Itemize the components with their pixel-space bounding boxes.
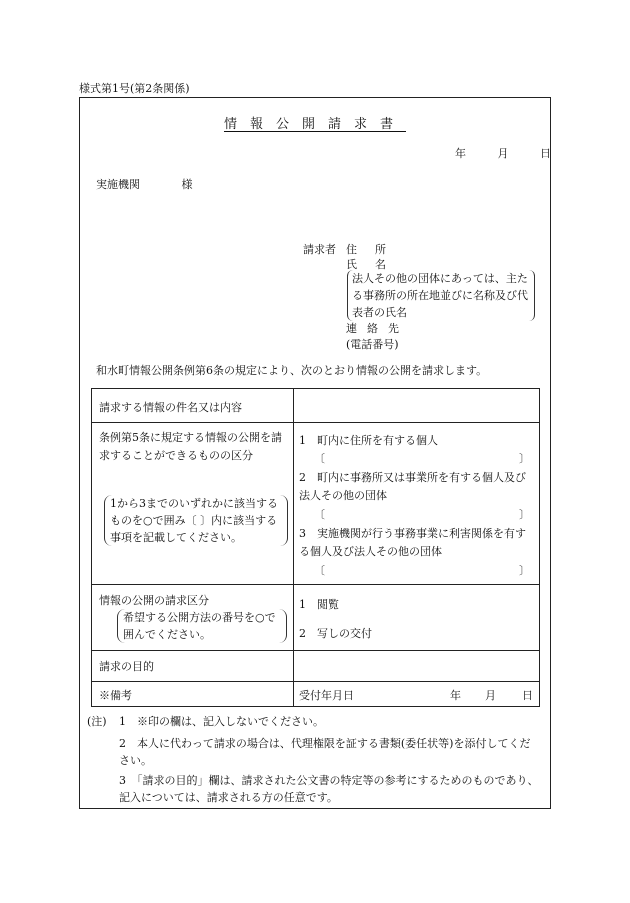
option-1[interactable]: 1 町内に住所を有する個人 [299,434,438,447]
bracket-close: 〕 [519,452,530,465]
date-year: 年 [455,147,466,160]
purpose-label: 請求の目的 [99,660,154,673]
date-month: 月 [497,147,509,160]
option-2[interactable]: 2 町内に事務所又は事業所を有する個人及び法人その他の団体 [299,471,526,502]
table-row-divider [92,422,539,423]
remarks-label: ※備考 [99,689,132,702]
method-label: 情報の公開の請求区分 [99,594,209,607]
received-day: 日 [522,689,533,702]
table-row-divider [92,584,539,585]
note-3: 3 「請求の目的」欄は、請求された公文書の特定等の参考にするためのものであり、記入については、請求される方の任意です。 [119,774,539,804]
category-note: 1から3までのいずれかに該当するものを○で囲み〔 〕内に該当する事項を記載してください。 [104,495,288,546]
corporation-note: 法人その他の団体にあっては、主たる事務所の所在地並びに名称及び代表者の氏名 [347,270,535,321]
method-view[interactable]: 1 閲覧 [299,598,339,611]
contact-label: 連絡先 [346,322,409,335]
date-day: 日 [540,147,551,160]
bracket-close: 〕 [519,508,530,521]
method-note: 希望する公開方法の番号を○で囲んでください。 [117,609,287,643]
phone-label: (電話番号) [346,338,399,351]
intro-sentence: 和水町情報公開条例第6条の規定により、次のとおり情報の公開を請求します。 [96,364,488,377]
category-label: 条例第5条に規定する情報の公開を請求することができるものの区分 [99,431,282,462]
bracket-open: 〔 [314,508,325,521]
table-column-divider [293,389,294,706]
date-line [455,145,551,161]
request-table [91,388,540,707]
subject-field[interactable] [300,393,532,419]
notes-prefix: (注) [87,715,107,728]
option-3[interactable]: 3 実施機関が行う事務事業に利害関係を有する個人及び法人その他の団体 [299,527,526,558]
addressee-honorific: 様 [181,178,193,191]
note-1: 1 ※印の欄は、記入しないでください。 [119,715,324,728]
table-row-divider [92,650,539,651]
subject-label: 請求する情報の件名又は内容 [99,401,242,414]
bracket-close: 〕 [519,564,530,577]
addressee-label: 実施機関 [96,178,140,191]
document-title: 情報公開請求書 [223,117,406,132]
bracket-open: 〔 [314,564,325,577]
received-year: 年 [450,689,461,702]
bracket-open: 〔 [314,452,325,465]
table-row-divider [92,681,539,682]
form-number-label: 様式第1号(第2条関係) [79,82,190,95]
requester-address-label: 住所 [346,243,404,256]
requester-label: 請求者 [303,243,336,256]
addressee [96,176,193,192]
method-copy[interactable]: 2 写しの交付 [299,627,372,640]
note-2: 2 本人に代わって請求の場合は、代理権限を証する書類(委任状等)を添付してください。 [119,737,531,767]
received-month: 月 [485,689,496,702]
purpose-field[interactable] [300,654,532,678]
received-date-label: 受付年月日 [299,689,354,702]
requester-name-label: 氏名 [346,258,404,271]
